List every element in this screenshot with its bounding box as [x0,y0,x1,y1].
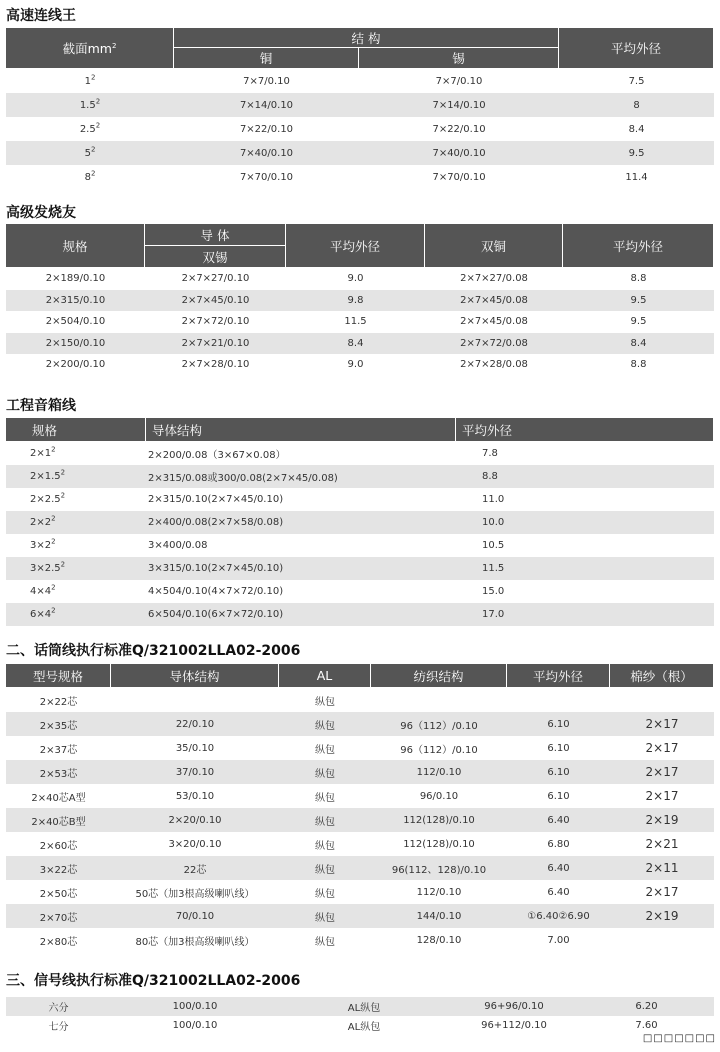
cell-spec: $2\times 2^2$ [6,511,146,534]
cell-diameter-1: 9.8 [286,290,425,312]
section-title-speaker-cable: 工程音箱线 [6,398,76,414]
cell-spec: 2×150/0.10 [6,333,145,355]
header-structure: 导体结构 [111,664,279,688]
table-row [6,904,714,928]
cell-diameter: 6.10 [507,712,610,736]
section-title-audiophile: 高级发烧友 [6,205,76,221]
header-diameter-2: 平均外径 [563,224,714,268]
table-row [6,557,714,580]
cell-tin: 7×7/0.10 [435,75,483,87]
table-row [6,736,714,760]
cell-double-tin: 2×7×72/0.10 [181,316,250,328]
cell-diameter: 6.40 [507,808,610,832]
table-row [6,534,714,557]
section-title-signal-cable: 三、信号线执行标准Q/321002LLA02-2006 [6,973,301,989]
cell-diameter-1: 11.5 [344,316,367,328]
cell-weave: 96+96/0.10 [449,997,579,1016]
cell-diameter: 8 [559,93,714,117]
cell-diameter: 7.5 [628,75,645,87]
cell-model: 3×22芯 [6,856,111,880]
cell-structure: 2×315/0.08或300/0.08(2×7×45/0.08) [146,465,456,488]
header-tin: 锡 [359,48,559,69]
cell-diameter: 6.80 [547,838,570,850]
signal-cable-table [6,997,714,1035]
cell-spec: 2×189/0.10 [45,273,106,285]
section-title-mic-cable: 二、话筒线执行标准Q/321002LLA02-2006 [6,643,301,659]
header-al: AL [279,664,371,688]
header-spec: 规格 [6,418,146,442]
cell-structure: 22芯 [111,856,279,880]
cell-al: 纵包 [279,856,371,880]
cell-diameter-2: 8.8 [630,359,647,371]
cell-al: 纵包 [279,808,371,832]
cell-spec: $2\times 1.5^2$ [6,465,146,488]
cell-structure: 3×20/0.10 [168,838,222,850]
cell-double-tin: 2×7×27/0.10 [181,273,250,285]
cell-weave: 112/0.10 [416,886,462,898]
cell-al: 纵包 [279,904,371,928]
cell-diameter-2: 8.4 [563,333,714,355]
header-spec: 规格 [6,224,145,268]
cell-structure: 22/0.10 [111,712,279,736]
cell-diameter: 11.5 [456,557,714,580]
cell-double-copper: 2×7×45/0.08 [460,316,528,328]
cell-spec: $2\times 1^2$ [30,445,56,459]
table-row [6,511,714,534]
cell-structure: 3×400/0.08 [148,540,208,551]
table-row [6,333,714,355]
cell-diameter: 6.10 [507,760,610,784]
table-row [6,760,714,784]
cell-tin: 7×22/0.10 [432,123,486,135]
cell-name: 六分 [6,997,111,1016]
cell-weave [371,688,507,712]
cell-structure: 50芯（加3根高级喇叭线） [135,888,255,900]
table-row [6,1016,714,1035]
cell-structure: 100/0.10 [111,997,279,1016]
cell-cotton [610,928,714,952]
cell-structure: 53/0.10 [175,790,215,802]
cell-structure: 2×400/0.08(2×7×58/0.08) [146,511,456,534]
cell-spec: $2\times 2.5^2$ [30,491,66,505]
speed-cable-table [6,28,714,189]
cell-structure: 2×315/0.10(2×7×45/0.10) [148,494,284,505]
cell-al: 纵包 [315,792,335,804]
cell-diameter: ①6.40②6.90 [507,904,610,928]
header-conductor: 导 体 [145,224,286,246]
header-diameter: 平均外径 [507,664,610,688]
cell-tin: 7×40/0.10 [359,141,559,165]
cell-double-copper: 2×7×27/0.08 [460,273,528,285]
cell-model: 2×37芯 [39,744,78,756]
cell-structure [111,688,279,712]
cell-al: AL纵包 [347,1022,381,1033]
cell-model: 2×35芯 [6,712,111,736]
cell-structure: 6×504/0.10(6×7×72/0.10) [146,603,456,626]
cell-copper: 7×70/0.10 [239,171,294,183]
cell-diameter: 6.40 [507,856,610,880]
cell-structure: 80芯（加3根高级喇叭线） [135,936,255,948]
cell-structure: 2×20/0.10 [111,808,279,832]
cell-section: $1^2$ [84,73,96,87]
table-row [6,856,714,880]
header-structure: 导体结构 [146,418,456,442]
cell-diameter-2: 9.5 [630,316,647,328]
cell-model: 2×80芯 [39,936,78,948]
cell-structure: 4×504/0.10(4×7×72/0.10) [148,586,284,597]
table-row [6,69,714,93]
cell-diameter: 6.10 [547,790,570,802]
cell-cotton: 2×17 [645,789,679,803]
cell-cotton: 2×19 [610,808,714,832]
cell-diameter: 8.8 [456,465,714,488]
cell-weave: 96+112/0.10 [481,1020,547,1031]
cell-structure: 2×200/0.08（3×67×0.08） [148,450,286,461]
cell-diameter: 6.20 [579,997,714,1016]
cell-diameter: 7.00 [547,934,570,946]
cell-al: AL纵包 [279,997,449,1016]
cell-model: 2×40芯B型 [6,808,111,832]
table-row [6,290,714,312]
cell-weave: 112(128)/0.10 [403,838,475,850]
cell-cotton: 2×17 [645,741,679,755]
cell-diameter: 8.4 [628,123,645,135]
cell-section: $1.5^2$ [6,93,174,117]
cell-al: 纵包 [315,936,335,948]
header-double-tin: 双锡 [145,246,286,268]
cell-copper: 7×22/0.10 [239,123,294,135]
mic-cable-table [6,664,714,952]
table-row [6,93,714,117]
table-row [6,354,714,376]
cell-diameter: 6.10 [547,742,570,754]
cell-weave: 112/0.10 [371,760,507,784]
cell-structure: 100/0.10 [172,1020,218,1031]
cell-diameter: 7.60 [635,1020,658,1031]
cell-structure: 70/0.10 [111,904,279,928]
cell-diameter [507,688,610,712]
cell-diameter-1: 8.4 [286,333,425,355]
cell-cotton: 2×19 [610,904,714,928]
header-weave: 纺织结构 [371,664,507,688]
cell-tin: 7×14/0.10 [359,93,559,117]
cell-spec: $3\times 2.5^2$ [6,557,146,580]
cell-double-copper: 2×7×72/0.08 [425,333,563,355]
cell-spec: $4\times 4^2$ [30,583,56,597]
cell-cotton [610,688,714,712]
header-model: 型号规格 [6,664,111,688]
cell-double-tin: 2×7×21/0.10 [145,333,286,355]
header-diameter: 平均外径 [559,28,714,69]
cell-weave: 112(128)/0.10 [371,808,507,832]
header-double-copper: 双铜 [425,224,563,268]
cell-model: 2×53芯 [6,760,111,784]
cell-copper: 7×14/0.10 [174,93,359,117]
section-title-speed-cable: 高速连线王 [6,8,76,24]
corner-placeholder-text: □□□□□□□ [642,1033,716,1044]
table-row [6,442,714,465]
cell-structure: 37/0.10 [111,760,279,784]
table-row [6,688,714,712]
table-row [6,603,714,626]
cell-model: 2×60芯 [39,840,78,852]
cell-weave: 96(112、128)/0.10 [371,856,507,880]
table-row [6,488,714,511]
cell-cotton: 2×11 [610,856,714,880]
table-row [6,832,714,856]
cell-diameter: 15.0 [482,586,505,597]
cell-model: 2×70芯 [6,904,111,928]
table-row [6,784,714,808]
cell-cotton: 2×21 [645,837,679,851]
cell-diameter: 11.0 [482,494,505,505]
cell-section: $2.5^2$ [79,121,101,135]
cell-diameter-1: 9.0 [347,359,364,371]
table-row [6,165,714,189]
cell-weave: 144/0.10 [371,904,507,928]
cell-copper: 7×7/0.10 [243,75,290,87]
cell-al: 纵包 [315,696,335,708]
cell-double-tin: 2×7×45/0.10 [145,290,286,312]
header-cotton: 棉纱（根） [610,664,714,688]
cell-al: 纵包 [279,712,371,736]
cell-tin: 7×70/0.10 [432,171,486,183]
cell-double-copper: 2×7×28/0.08 [460,359,528,371]
cell-model: 2×50芯 [39,888,78,900]
cell-weave: 128/0.10 [416,934,462,946]
cell-diameter-2: 8.8 [630,273,647,285]
cell-weave: 96/0.10 [419,790,459,802]
table-row [6,465,714,488]
cell-model: 2×40芯A型 [31,792,86,804]
cell-al: 纵包 [315,888,335,900]
cell-name: 七分 [48,1022,69,1033]
table-row [6,928,714,952]
cell-section: $5^2$ [6,141,174,165]
table-row [6,268,714,290]
cell-section: $8^2$ [84,169,96,183]
cell-cotton: 2×17 [610,712,714,736]
speaker-cable-table [6,418,714,626]
cell-spec: 2×315/0.10 [6,290,145,312]
cell-model: 2×22芯 [39,696,78,708]
table-row [6,311,714,333]
table-row [6,997,714,1016]
table-row [6,712,714,736]
cell-spec: 2×504/0.10 [45,316,106,328]
header-copper: 铜 [174,48,359,69]
cell-spec: 2×200/0.10 [45,359,106,371]
cell-cotton: 2×17 [645,885,679,899]
cell-diameter-2: 9.5 [563,290,714,312]
cell-diameter: 10.0 [456,511,714,534]
cell-structure: 3×315/0.10(2×7×45/0.10) [146,557,456,580]
header-diameter: 平均外径 [456,418,714,442]
cell-diameter: 7.8 [482,448,498,459]
cell-structure: 35/0.10 [175,742,215,754]
audiophile-table [6,224,714,376]
cell-copper: 7×40/0.10 [174,141,359,165]
header-structure: 结 构 [174,28,559,48]
cell-double-copper: 2×7×45/0.08 [425,290,563,312]
cell-spec: $6\times 4^2$ [6,603,146,626]
table-row [6,580,714,603]
table-row [6,117,714,141]
cell-diameter-1: 9.0 [347,273,364,285]
cell-al: 纵包 [315,840,335,852]
cell-double-tin: 2×7×28/0.10 [181,359,250,371]
cell-weave: 96（112）/0.10 [400,744,478,756]
header-diameter-1: 平均外径 [286,224,425,268]
table-row [6,880,714,904]
cell-diameter: 10.5 [482,540,505,551]
cell-al: 纵包 [279,760,371,784]
header-section: 截面$mm^2$ [6,28,174,69]
cell-diameter: 6.40 [547,886,570,898]
cell-diameter: 9.5 [559,141,714,165]
table-row [6,141,714,165]
cell-cotton: 2×17 [610,760,714,784]
table-row [6,808,714,832]
cell-weave: 96（112）/0.10 [371,712,507,736]
cell-diameter: 11.4 [625,171,648,183]
cell-spec: $3\times 2^2$ [30,537,56,551]
cell-diameter: 17.0 [456,603,714,626]
cell-al: 纵包 [315,744,335,756]
